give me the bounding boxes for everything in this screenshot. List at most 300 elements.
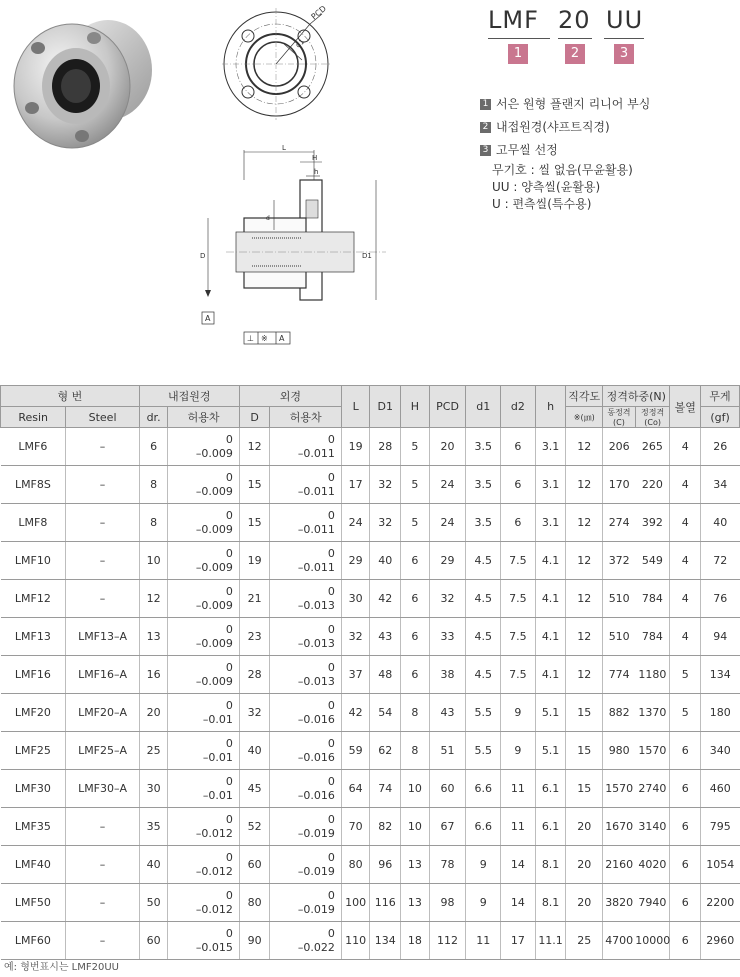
cell-d-outer: 40 <box>239 732 270 770</box>
cell-tol-outer <box>270 428 341 466</box>
cell-balls: 6 <box>670 732 701 770</box>
cell-dynamic: 774 <box>603 656 636 694</box>
cell-d1-outer: 28 <box>370 428 401 466</box>
cell-balls: 4 <box>670 542 701 580</box>
header-model: 형 번 <box>1 386 140 407</box>
cell-h: 18 <box>401 922 430 960</box>
cell-d1-outer: 82 <box>370 808 401 846</box>
code-legend <box>480 96 730 213</box>
header-tol-outer: 허용차 <box>270 407 341 428</box>
dim-l-label: L <box>282 144 286 152</box>
header-tol-inner: 허용차 <box>168 407 239 428</box>
cell-tol-inner <box>168 580 239 618</box>
cell-perp: 12 <box>566 618 603 656</box>
cell-resin: LMF40 <box>1 846 66 884</box>
cell-tol-inner <box>168 694 239 732</box>
cell-l: 80 <box>341 846 370 884</box>
cell-l: 42 <box>341 694 370 732</box>
tol-lower: –0.011 <box>297 560 335 574</box>
cell-dynamic: 1570 <box>603 770 636 808</box>
cell-small-h: 11.1 <box>535 922 566 960</box>
cell-perp: 20 <box>566 808 603 846</box>
cell-tol-outer <box>270 770 341 808</box>
cell-d2: 7.5 <box>501 618 536 656</box>
cell-weight: 134 <box>701 656 740 694</box>
cell-static: 392 <box>635 504 670 542</box>
tol-lower: –0.009 <box>195 674 233 688</box>
header-perp-unit: ※(㎛) <box>566 407 603 428</box>
cell-resin: LMF25 <box>1 732 66 770</box>
cell-l: 24 <box>341 504 370 542</box>
cell-d-outer: 15 <box>239 504 270 542</box>
dim-d1-label: D1 <box>362 252 372 260</box>
cell-d2: 14 <box>501 846 536 884</box>
cell-l: 100 <box>341 884 370 922</box>
cell-tol-outer <box>270 846 341 884</box>
tol-upper: 0 <box>327 736 335 750</box>
cell-tol-outer <box>270 466 341 504</box>
table-row <box>1 732 740 770</box>
table-row <box>1 770 740 808</box>
cell-small-h: 5.1 <box>535 694 566 732</box>
legend-number: 1 <box>480 99 491 110</box>
cell-d1-hole: 4.5 <box>466 580 501 618</box>
cell-steel: – <box>66 466 139 504</box>
tol-lower: –0.019 <box>297 826 335 840</box>
cell-d1-hole: 4.5 <box>466 656 501 694</box>
perp-ref-label: A <box>279 334 285 343</box>
header-weight: 무게 <box>701 386 740 407</box>
cell-l: 110 <box>341 922 370 960</box>
tol-upper: 0 <box>327 660 335 674</box>
cell-d2: 7.5 <box>501 542 536 580</box>
code-underline <box>488 38 550 39</box>
cell-pcd: 43 <box>429 694 466 732</box>
header-load: 정격하중(N) <box>603 386 670 407</box>
cell-resin: LMF6 <box>1 428 66 466</box>
cell-static: 1370 <box>635 694 670 732</box>
cell-perp: 15 <box>566 770 603 808</box>
table-row <box>1 504 740 542</box>
header-perp: 직각도 <box>566 386 603 407</box>
cell-small-h: 8.1 <box>535 846 566 884</box>
cell-d-outer: 32 <box>239 694 270 732</box>
tol-upper: 0 <box>327 888 335 902</box>
cell-h: 5 <box>401 428 430 466</box>
cell-d2: 6 <box>501 428 536 466</box>
cell-d-outer: 12 <box>239 428 270 466</box>
cell-tol-inner <box>168 732 239 770</box>
cell-tol-inner <box>168 846 239 884</box>
cell-small-h: 4.1 <box>535 580 566 618</box>
cell-pcd: 29 <box>429 542 466 580</box>
cell-d1-hole: 6.6 <box>466 770 501 808</box>
cell-tol-outer <box>270 922 341 960</box>
cell-tol-outer <box>270 694 341 732</box>
cell-tol-outer <box>270 580 341 618</box>
cell-small-h: 8.1 <box>535 884 566 922</box>
cell-pcd: 98 <box>429 884 466 922</box>
spec-table <box>0 385 740 960</box>
cell-weight: 180 <box>701 694 740 732</box>
cell-static: 784 <box>635 618 670 656</box>
cell-small-h: 5.1 <box>535 732 566 770</box>
cell-weight: 1054 <box>701 846 740 884</box>
tol-lower: –0.012 <box>195 826 233 840</box>
cell-dr: 13 <box>139 618 168 656</box>
cell-balls: 6 <box>670 884 701 922</box>
seal-options <box>480 162 730 213</box>
cell-dr: 12 <box>139 580 168 618</box>
table-row <box>1 694 740 732</box>
table-row <box>1 846 740 884</box>
cell-pcd: 38 <box>429 656 466 694</box>
cell-dr: 40 <box>139 846 168 884</box>
legend-number: 2 <box>480 122 491 133</box>
header-outer: 외경 <box>239 386 341 407</box>
cell-dynamic: 274 <box>603 504 636 542</box>
tol-lower: –0.01 <box>202 788 233 802</box>
tol-lower: –0.01 <box>202 750 233 764</box>
cell-perp: 25 <box>566 922 603 960</box>
header-steel: Steel <box>66 407 139 428</box>
cell-d1-outer: 116 <box>370 884 401 922</box>
cell-resin: LMF8S <box>1 466 66 504</box>
cell-static: 1180 <box>635 656 670 694</box>
table-row <box>1 466 740 504</box>
cell-d2: 7.5 <box>501 580 536 618</box>
header-weight-unit: (gf) <box>701 407 740 428</box>
cell-balls: 6 <box>670 808 701 846</box>
cell-static: 220 <box>635 466 670 504</box>
cell-tol-outer <box>270 542 341 580</box>
code-part-seal: UU <box>606 6 644 34</box>
cell-tol-inner <box>168 618 239 656</box>
header-pcd: PCD <box>429 386 466 428</box>
cell-d1-outer: 43 <box>370 618 401 656</box>
pcd-label: PCD <box>309 4 328 22</box>
model-code <box>488 6 648 66</box>
header-dr: dr. <box>139 407 168 428</box>
dim-sh-label: h <box>314 168 319 176</box>
cell-perp: 20 <box>566 846 603 884</box>
cell-weight: 340 <box>701 732 740 770</box>
tol-lower: –0.013 <box>297 598 335 612</box>
perp-symbol: ⊥ <box>247 334 254 343</box>
table-row <box>1 542 740 580</box>
cell-perp: 15 <box>566 732 603 770</box>
header-d2: d2 <box>501 386 536 428</box>
cell-tol-outer <box>270 656 341 694</box>
tol-upper: 0 <box>327 584 335 598</box>
tol-upper: 0 <box>327 812 335 826</box>
cell-balls: 4 <box>670 618 701 656</box>
tol-upper: 0 <box>225 812 233 826</box>
tol-upper: 0 <box>327 926 335 940</box>
cell-balls: 5 <box>670 656 701 694</box>
cell-balls: 6 <box>670 922 701 960</box>
cell-tol-inner <box>168 922 239 960</box>
cell-d2: 11 <box>501 770 536 808</box>
dim-small-d-label: d <box>266 215 270 222</box>
cell-static: 549 <box>635 542 670 580</box>
header-static: 정정격(Co) <box>635 407 670 428</box>
legend-item <box>480 96 730 113</box>
cell-pcd: 24 <box>429 466 466 504</box>
datum-a-label: A <box>205 314 211 323</box>
cell-l: 30 <box>341 580 370 618</box>
cell-pcd: 60 <box>429 770 466 808</box>
cell-d-outer: 23 <box>239 618 270 656</box>
cell-dynamic: 510 <box>603 580 636 618</box>
tol-upper: 0 <box>225 470 233 484</box>
tol-upper: 0 <box>225 584 233 598</box>
cell-d1-hole: 3.5 <box>466 466 501 504</box>
cell-weight: 2960 <box>701 922 740 960</box>
cell-small-h: 4.1 <box>535 656 566 694</box>
cell-dynamic: 372 <box>603 542 636 580</box>
seal-option: UU : 양측씰(윤활용) <box>492 180 601 194</box>
tol-upper: 0 <box>327 774 335 788</box>
seal-option: 무기호 : 씰 없음(무윤활용) <box>492 163 633 177</box>
cell-h: 13 <box>401 846 430 884</box>
cell-static: 265 <box>635 428 670 466</box>
tol-upper: 0 <box>225 660 233 674</box>
cell-dr: 25 <box>139 732 168 770</box>
d1-label: d1 <box>294 37 307 50</box>
cell-dr: 6 <box>139 428 168 466</box>
cell-d1-hole: 4.5 <box>466 618 501 656</box>
cell-steel: – <box>66 884 139 922</box>
cell-resin: LMF10 <box>1 542 66 580</box>
cell-resin: LMF30 <box>1 770 66 808</box>
cell-pcd: 51 <box>429 732 466 770</box>
tol-lower: –0.01 <box>202 712 233 726</box>
cell-d-outer: 52 <box>239 808 270 846</box>
cell-h: 13 <box>401 884 430 922</box>
cell-weight: 40 <box>701 504 740 542</box>
tol-lower: –0.009 <box>195 446 233 460</box>
cell-tol-outer <box>270 504 341 542</box>
cell-tol-inner <box>168 656 239 694</box>
cell-balls: 4 <box>670 504 701 542</box>
cell-weight: 795 <box>701 808 740 846</box>
cell-tol-inner <box>168 542 239 580</box>
table-row <box>1 922 740 960</box>
tol-lower: –0.013 <box>297 674 335 688</box>
tol-lower: –0.016 <box>297 712 335 726</box>
cell-static: 784 <box>635 580 670 618</box>
cell-h: 8 <box>401 732 430 770</box>
cell-dr: 8 <box>139 504 168 542</box>
tol-lower: –0.009 <box>195 484 233 498</box>
legend-text: 내접원경(샤프트직경) <box>496 120 610 134</box>
code-part-size: 20 <box>558 6 591 34</box>
cell-weight: 34 <box>701 466 740 504</box>
cell-d2: 7.5 <box>501 656 536 694</box>
cell-tol-inner <box>168 808 239 846</box>
cell-d1-outer: 62 <box>370 732 401 770</box>
header-d1-hole: d1 <box>466 386 501 428</box>
dim-d-label: D <box>200 252 206 260</box>
front-view-drawing <box>218 4 338 124</box>
tol-lower: –0.012 <box>195 902 233 916</box>
cell-d1-hole: 3.5 <box>466 428 501 466</box>
tol-upper: 0 <box>327 622 335 636</box>
cell-steel: LMF16–A <box>66 656 139 694</box>
cell-balls: 4 <box>670 580 701 618</box>
code-number-badge: 2 <box>565 44 585 64</box>
header-inner: 내접원경 <box>139 386 239 407</box>
cell-pcd: 20 <box>429 428 466 466</box>
cell-resin: LMF12 <box>1 580 66 618</box>
legend-number: 3 <box>480 145 491 156</box>
tol-lower: –0.016 <box>297 750 335 764</box>
cell-d1-outer: 40 <box>370 542 401 580</box>
table-row <box>1 884 740 922</box>
table-row <box>1 656 740 694</box>
tol-lower: –0.013 <box>297 636 335 650</box>
cell-d1-hole: 9 <box>466 846 501 884</box>
cell-steel: – <box>66 428 139 466</box>
tol-lower: –0.015 <box>195 940 233 954</box>
tol-upper: 0 <box>225 850 233 864</box>
cell-perp: 12 <box>566 580 603 618</box>
dim-h-label: H <box>312 154 318 162</box>
header-dynamic: 동정격(C) <box>603 407 636 428</box>
cell-l: 19 <box>341 428 370 466</box>
cell-resin: LMF50 <box>1 884 66 922</box>
tol-lower: –0.019 <box>297 902 335 916</box>
cell-dynamic: 980 <box>603 732 636 770</box>
tol-upper: 0 <box>225 736 233 750</box>
cell-l: 64 <box>341 770 370 808</box>
cell-dynamic: 882 <box>603 694 636 732</box>
cell-perp: 15 <box>566 694 603 732</box>
tol-upper: 0 <box>327 508 335 522</box>
cell-small-h: 6.1 <box>535 808 566 846</box>
cell-h: 5 <box>401 466 430 504</box>
cell-dr: 20 <box>139 694 168 732</box>
cell-d-outer: 45 <box>239 770 270 808</box>
tol-lower: –0.012 <box>195 864 233 878</box>
header-d1-outer: D1 <box>370 386 401 428</box>
cell-weight: 94 <box>701 618 740 656</box>
cell-steel: LMF25–A <box>66 732 139 770</box>
code-number-badge: 1 <box>508 44 528 64</box>
cell-dynamic: 2160 <box>603 846 636 884</box>
header-l: L <box>341 386 370 428</box>
cell-d1-outer: 42 <box>370 580 401 618</box>
table-row <box>1 618 740 656</box>
cell-balls: 5 <box>670 694 701 732</box>
cell-dr: 50 <box>139 884 168 922</box>
cell-h: 8 <box>401 694 430 732</box>
cell-static: 10000 <box>635 922 670 960</box>
cell-steel: – <box>66 542 139 580</box>
spec-table-body <box>1 428 740 960</box>
tol-lower: –0.009 <box>195 560 233 574</box>
header-resin: Resin <box>1 407 66 428</box>
cell-pcd: 24 <box>429 504 466 542</box>
cell-dr: 30 <box>139 770 168 808</box>
cell-steel: – <box>66 808 139 846</box>
cell-dynamic: 206 <box>603 428 636 466</box>
cell-h: 6 <box>401 542 430 580</box>
cell-dynamic: 4700 <box>603 922 636 960</box>
cell-d2: 17 <box>501 922 536 960</box>
footnote: 예: 형번표시는 LMF20UU <box>4 962 120 973</box>
cell-tol-outer <box>270 618 341 656</box>
cell-h: 10 <box>401 808 430 846</box>
cell-dr: 60 <box>139 922 168 960</box>
tol-upper: 0 <box>327 432 335 446</box>
cell-steel: LMF20–A <box>66 694 139 732</box>
cell-small-h: 4.1 <box>535 618 566 656</box>
tol-lower: –0.011 <box>297 484 335 498</box>
cell-dr: 35 <box>139 808 168 846</box>
cell-small-h: 4.1 <box>535 542 566 580</box>
cell-d1-outer: 54 <box>370 694 401 732</box>
cell-h: 6 <box>401 618 430 656</box>
seal-option: U : 편측씰(특수용) <box>492 197 592 211</box>
cell-small-h: 3.1 <box>535 504 566 542</box>
cell-tol-outer <box>270 884 341 922</box>
cell-steel: – <box>66 580 139 618</box>
cell-perp: 12 <box>566 542 603 580</box>
cell-pcd: 32 <box>429 580 466 618</box>
cell-dynamic: 510 <box>603 618 636 656</box>
cell-dr: 10 <box>139 542 168 580</box>
cell-static: 2740 <box>635 770 670 808</box>
table-header-row <box>1 386 740 407</box>
tol-upper: 0 <box>225 546 233 560</box>
cell-steel: – <box>66 846 139 884</box>
cell-d-outer: 80 <box>239 884 270 922</box>
header-h: H <box>401 386 430 428</box>
header-d-outer: D <box>239 407 270 428</box>
cell-d1-hole: 11 <box>466 922 501 960</box>
cell-d2: 9 <box>501 732 536 770</box>
tol-lower: –0.011 <box>297 446 335 460</box>
cell-d2: 14 <box>501 884 536 922</box>
code-underline <box>604 38 644 39</box>
cell-resin: LMF16 <box>1 656 66 694</box>
cell-d-outer: 60 <box>239 846 270 884</box>
cell-d1-hole: 6.6 <box>466 808 501 846</box>
cell-weight: 2200 <box>701 884 740 922</box>
code-part-series: LMF <box>488 6 539 34</box>
cell-resin: LMF13 <box>1 618 66 656</box>
tol-upper: 0 <box>225 508 233 522</box>
cell-d1-outer: 74 <box>370 770 401 808</box>
header-small-h: h <box>535 386 566 428</box>
cell-d1-outer: 96 <box>370 846 401 884</box>
cell-static: 4020 <box>635 846 670 884</box>
cell-d1-outer: 134 <box>370 922 401 960</box>
legend-text: 서은 원형 플랜지 리니어 부싱 <box>496 97 651 111</box>
cell-resin: LMF8 <box>1 504 66 542</box>
cell-d2: 11 <box>501 808 536 846</box>
svg-text:※: ※ <box>261 334 268 343</box>
tol-lower: –0.019 <box>297 864 335 878</box>
tol-upper: 0 <box>225 888 233 902</box>
table-row <box>1 808 740 846</box>
cell-d-outer: 15 <box>239 466 270 504</box>
cell-tol-inner <box>168 466 239 504</box>
cell-h: 6 <box>401 656 430 694</box>
cell-h: 5 <box>401 504 430 542</box>
